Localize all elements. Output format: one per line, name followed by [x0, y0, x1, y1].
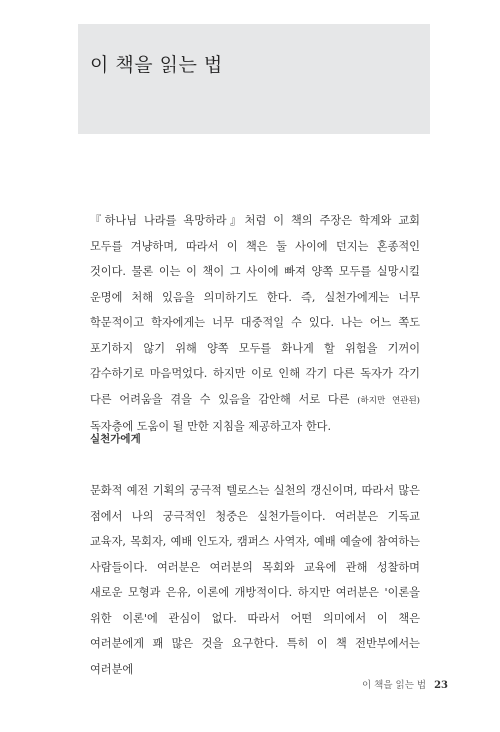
intro-paragraph	[90, 208, 420, 440]
page-number: 23	[434, 680, 448, 691]
page-footer	[362, 677, 448, 691]
chapter-title-box	[78, 24, 430, 134]
intro-paragraph-note: (하지만 연관된)	[357, 395, 420, 406]
intro-paragraph-text-2: 독자층에 도움이 될 만한 지침을 제공하고자 한다.	[90, 420, 332, 433]
running-title: 이 책을 읽는 법	[361, 680, 427, 691]
practitioners-paragraph: 문화적 예전 기획의 궁극적 텔로스는 실천의 갱신이며, 따라서 많은 점에서 나의 궁극적인 청중은 실천가들이다. 여러분은 기독교 교육자, 목회자, 예배 인도자, 캠퍼스 사역자, 예배 예술에 참여하는 사람들이다. 여러분은 여러분의 목회와 교육에 관해 성찰하며 새로운 모형과 은유, 이론에 개방적이다. 하지만 여러분은 '이론을 위한 이론'에 관심이 없다. 따라서 어떤 의미에서 이 책은 여러분에게 꽤 많은 것을 요구한다. 특히 이 책 전반부에서는 여러분에	[90, 484, 420, 676]
intro-paragraph-text-1: 『하나님 나라를 욕망하라』처럼 이 책의 주장은 학계와 교회 모두를 겨냥하며, 따라서 이 책은 둘 사이에 던지는 혼종적인 것이다. 물론 이는 이 책이 그 사이에 빠져 양쪽 모두를 실망시킬 운명에 처해 있음을 의미하기도 한다. 즉, 실천가에게는 너무 학문적이고 학자에게는 너무 대중적일 수 있다. 나는 어느 쪽도 포기하지 않기 위해 양쪽 모두를 화나게 할 위험을 기꺼이 감수하기로 마음먹었다. 하지만 이로 인해 각기 다른 독자가 각기 다른 어려움을 겪을 수 있음을 감안해 서로 다른	[90, 214, 420, 406]
chapter-title: 이 책을 읽는 법	[90, 54, 223, 76]
section-heading-practitioners: 실천가에게	[90, 433, 141, 445]
